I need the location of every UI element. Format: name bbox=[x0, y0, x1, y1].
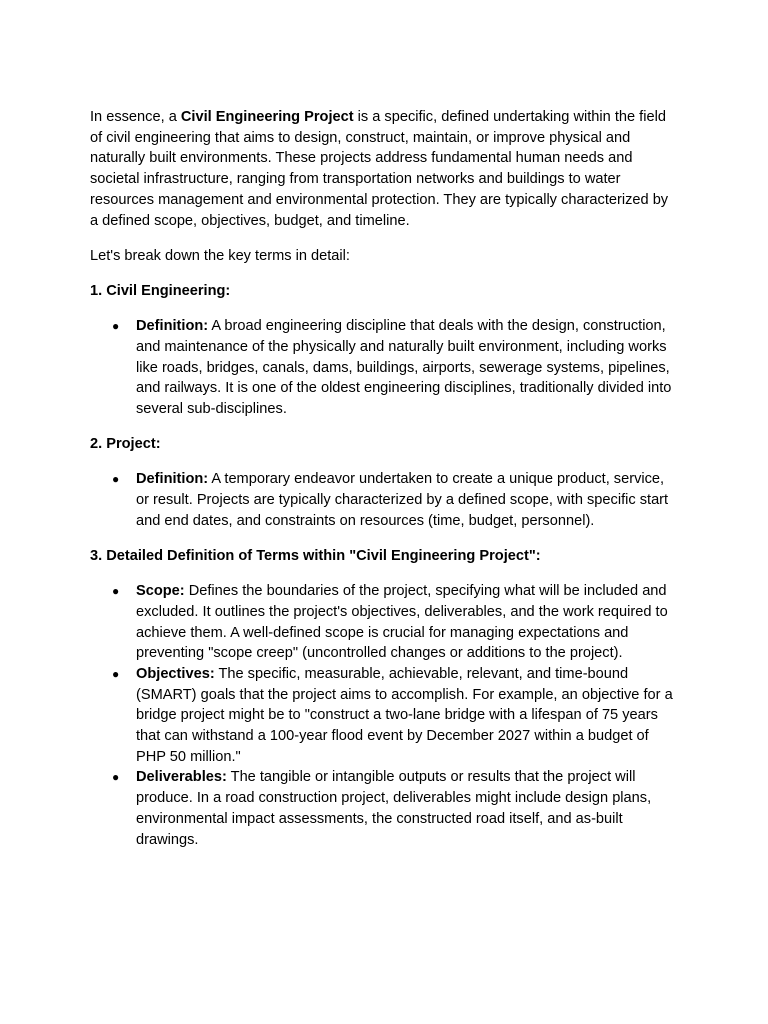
list-item-text: A temporary endeavor undertaken to create a unique product, service, or result. Projects are typically characterized by a defined scope, with specific start and end dates, and constraints on resources (time, budget, personnel). bbox=[136, 471, 669, 529]
intro-term: Civil Engineering Project bbox=[180, 109, 354, 125]
list-item-term: Objectives: bbox=[136, 665, 215, 682]
section-list-project bbox=[90, 469, 678, 531]
section-heading-detailed-definitions: 3. Detailed Definition of Terms within "Civil Engineering Project": bbox=[90, 547, 541, 564]
intro-prefix: In essence, a bbox=[90, 109, 181, 125]
section-heading-project: 2. Project: bbox=[90, 436, 161, 453]
list-item-text: The specific, measurable, achievable, relevant, and time-bound (SMART) goals that the project aims to accomplish. For example, an objective for a bridge project might be to "construct a two-lane bridge with a lifespan of 75 years that can withstand a 100-year flood event by December 2027 within a budget of PHP 50 million." bbox=[136, 665, 673, 765]
section-heading-civil-engineering: 1. Civil Engineering: bbox=[90, 282, 231, 299]
list-item-term: Scope: bbox=[136, 583, 185, 600]
list-item-term: Deliverables: bbox=[136, 769, 227, 786]
list-item-scope bbox=[136, 581, 678, 664]
list-item-objectives bbox=[136, 664, 678, 768]
list-item-term: Definition: bbox=[136, 471, 209, 488]
section-list-civil-engineering bbox=[90, 316, 678, 420]
list-item bbox=[136, 316, 678, 420]
list-item bbox=[136, 469, 678, 531]
list-item-text: Defines the boundaries of the project, specifying what will be included and excluded. It outlines the project's objectives, deliverables, and the work required to achieve them. A well-defined scope is crucial for managing expectations and preventing "scope creep" (uncontrolled changes or additions to the project). bbox=[136, 583, 668, 662]
section-list-detailed-definitions bbox=[90, 581, 678, 850]
list-item-text: A broad engineering discipline that deals with the design, construction, and maintenance of the physically and naturally built environment, including works like roads, bridges, canals, dams, buildings, airports, sewerage systems, pipelines, and railways. It is one of the oldest engineering disciplines, traditionally divided into several sub-disciplines. bbox=[136, 318, 672, 417]
intro-paragraph bbox=[90, 107, 678, 231]
list-item-deliverables bbox=[136, 767, 678, 850]
list-item-term: Definition: bbox=[136, 318, 209, 335]
list-item-text: The tangible or intangible outputs or results that the project will produce. In a road construction project, deliverables might include design plans, environmental impact assessments, the constructed road itself, and as-built drawings. bbox=[136, 769, 652, 848]
lead-paragraph: Let's break down the key terms in detail: bbox=[90, 247, 350, 264]
intro-rest: is a specific, defined undertaking within the field of civil engineering that aims to design, construct, maintain, or improve physical and naturally built environments. These projects address fundamental human needs and societal infrastructure, ranging from transportation networks and buildings to water resources management and environmental protection. They are typically characterized by a defined scope, objectives, budget, and timeline. bbox=[90, 109, 669, 229]
